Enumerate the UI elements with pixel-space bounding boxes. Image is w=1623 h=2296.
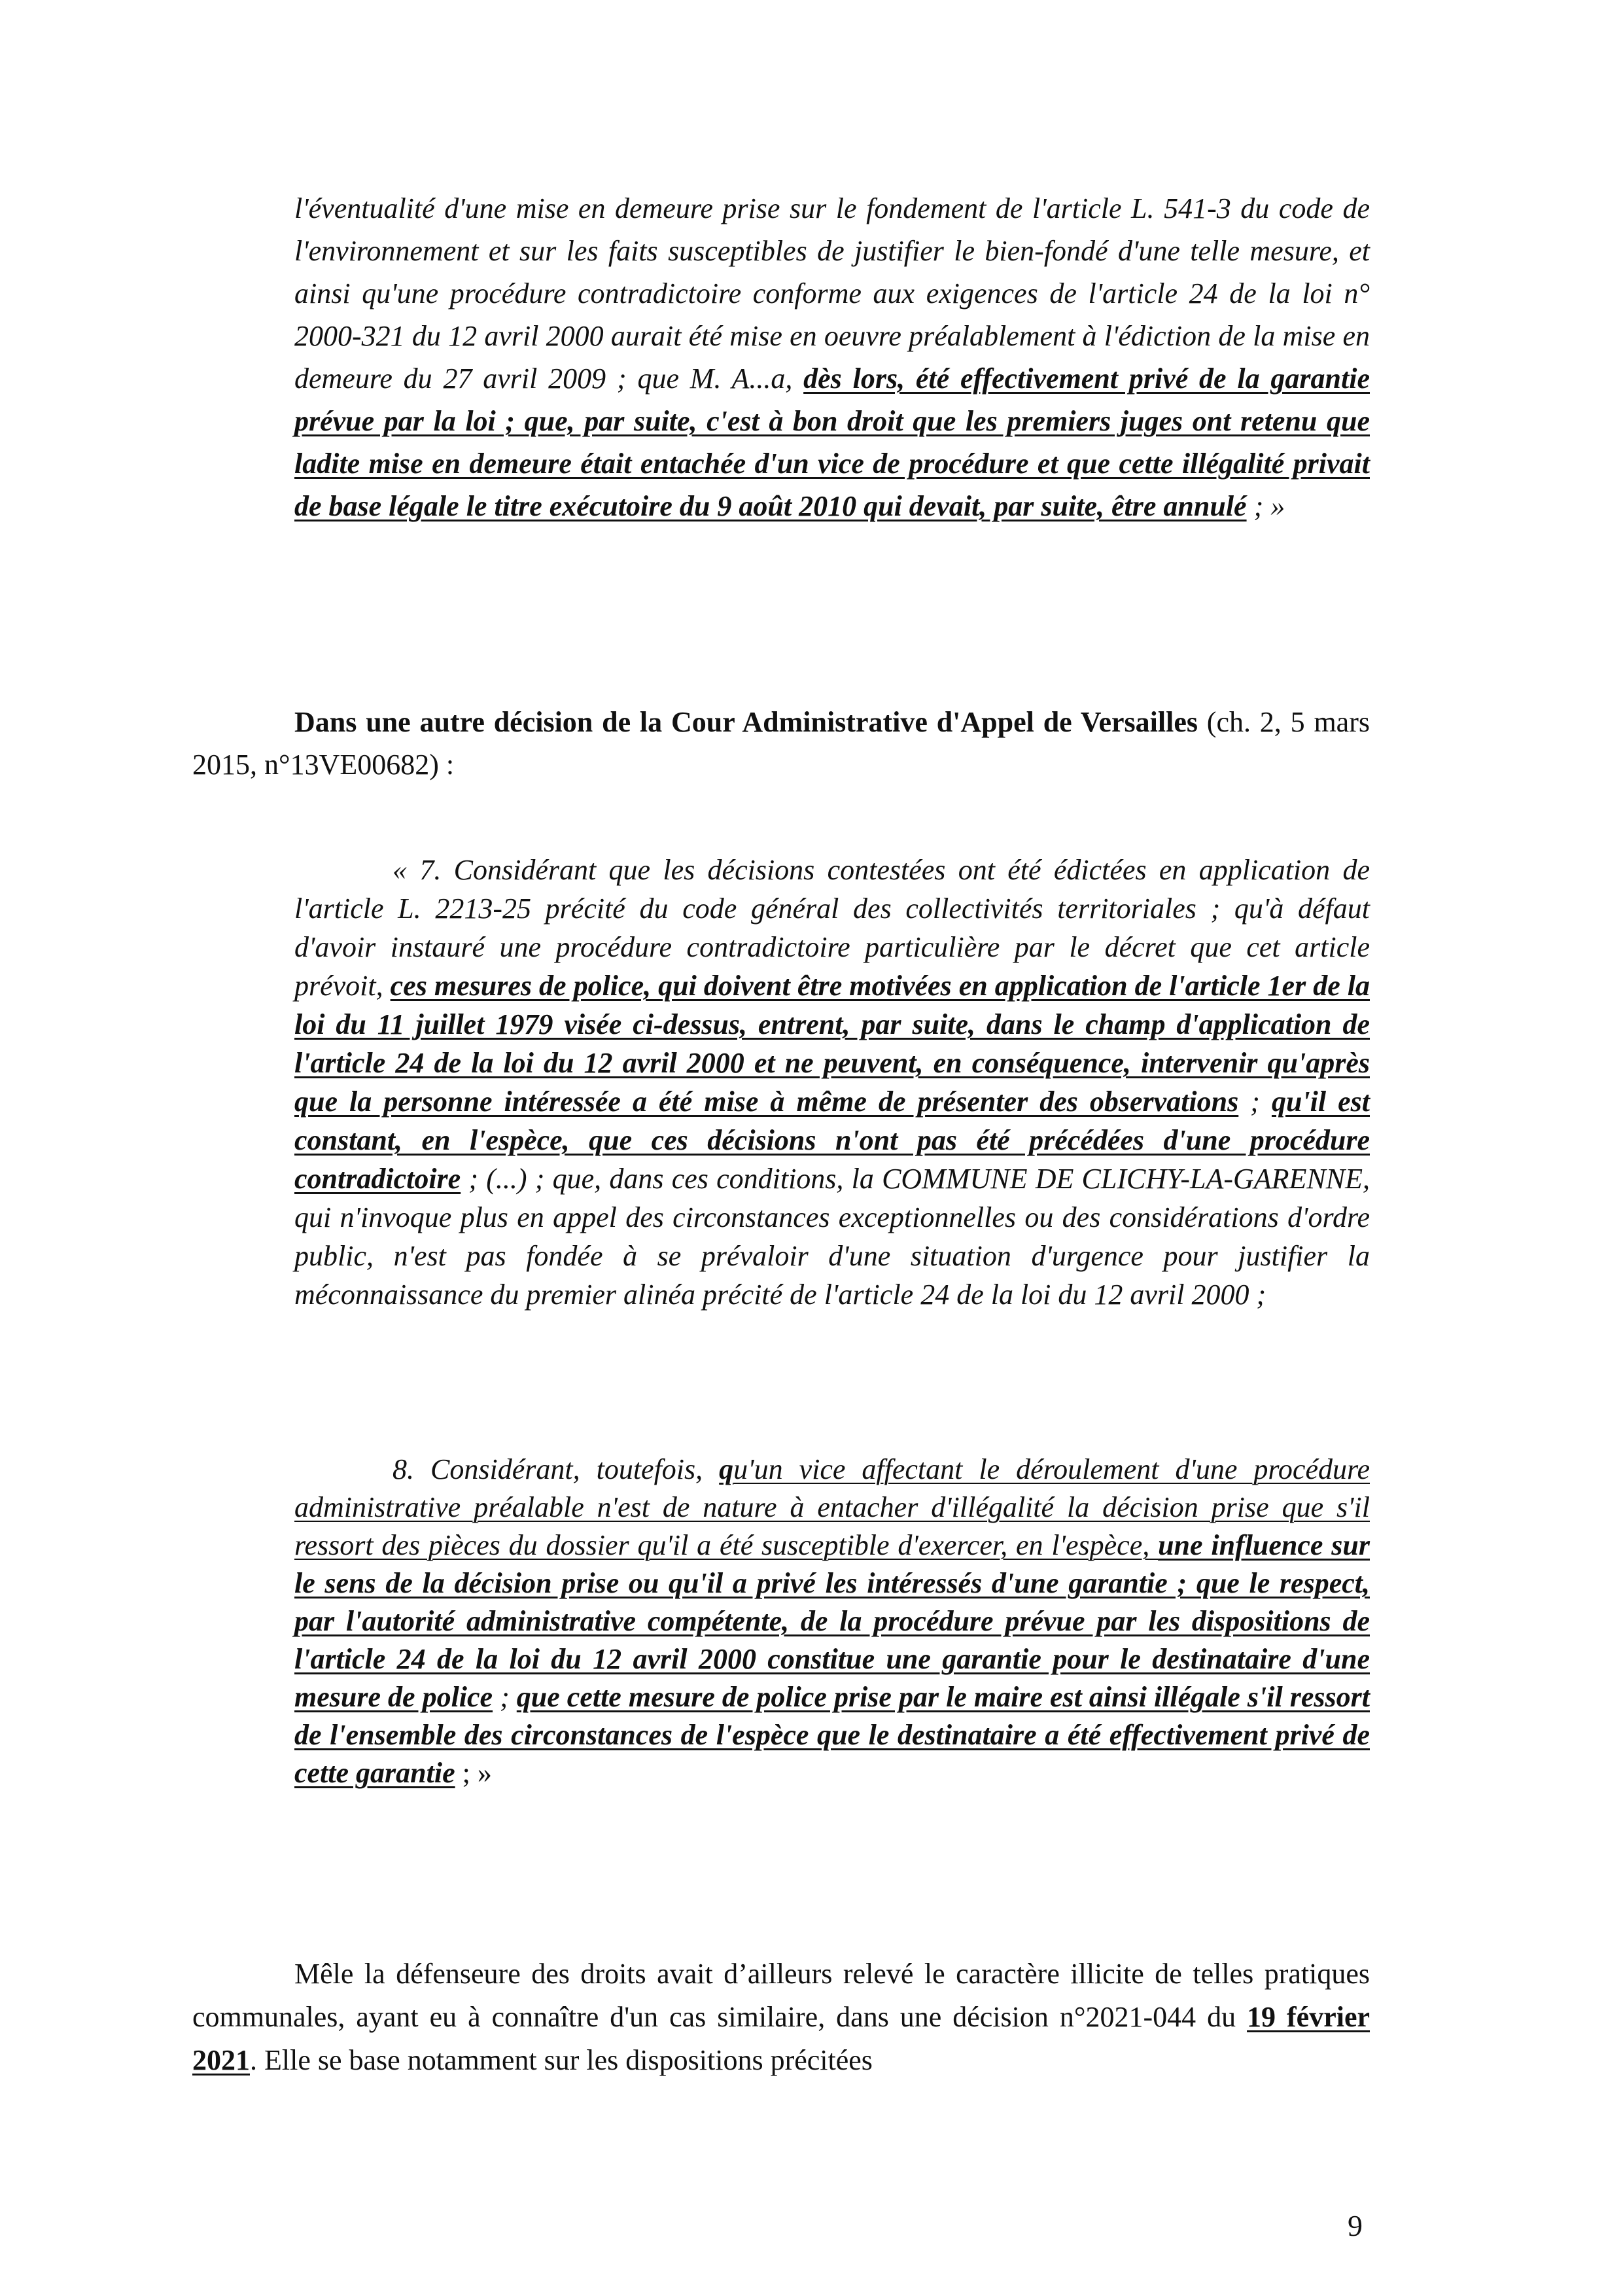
quote-considerant-7 — [294, 851, 1370, 1314]
quote-considerant-8 — [294, 1451, 1370, 1792]
quote3-bold-letter: q — [719, 1453, 734, 1485]
quote2-sep: ; — [1238, 1086, 1272, 1118]
quote3-underlined: u'un vice affectant le déroulement d'une procédure administrative préalable n'est de nature à entacher d'illégalité la décision prise que s'il ressort des pièces du dossier qu'il a été susceptible d'exercer, en l'espèce, — [294, 1453, 1370, 1561]
para4-rest: . Elle se base notamment sur les dispositions précitées — [250, 2044, 873, 2076]
quote3-emphasis-2: que cette mesure de police prise par le maire est ainsi illégale s'il ressort de l'ensemble des circonstances de l'espèce que le destinataire a été effectivement privé de cette garantie — [294, 1681, 1370, 1789]
intro-reference: (ch. 2, 5 mars 2015, n°13VE00682) : — [192, 706, 1370, 781]
quote2-text: « 7. Considérant que les décisions contestées ont été édictées en application de l'article L. 2213-25 précité du code général des collectivités territoriales ; qu'à défaut d'avoir instauré une procédure contradictoire particulière par le décret que cet article prévoit, — [294, 854, 1370, 1002]
para4-text: Mêle la défenseure des droits avait d’ailleurs relevé le caractère illicite de telles pratiques communales, ayant eu à connaître d'un cas similaire, dans une décision n°2021-044 du — [192, 1958, 1370, 2033]
quote3-text: 8. Considérant, toutefois, — [393, 1453, 720, 1485]
quote3-emphasis-1: une influence sur le sens de la décision prise ou qu'il a privé les intéressés d'une garantie ; que le respect, par l'autorité administrative compétente, de la procédure prévue par les dispositions de l'article 24 de la loi du 12 avril 2000 constitue une garantie pour le destinataire d'une mesure de police — [294, 1529, 1370, 1713]
quote1-emphasis: dès lors, été effectivement privé de la garantie prévue par la loi ; que, par suite, c'est à bon droit que les premiers juges ont retenu que ladite mise en demeure était entachée d'un vice de procédure et que cette illégalité privait de base légale le titre exécutoire du 9 août 2010 qui devait, par suite, être annulé — [294, 362, 1370, 522]
intro-bold: Dans une autre décision de la Cour Administrative d'Appel de Versailles — [294, 706, 1198, 738]
quote2-emphasis-1: ces mesures de police, qui doivent être motivées en application de l'article 1er de la loi du 11 juillet 1979 visée ci-dessus, entrent, par suite, dans le champ d'application de l'article 24 de la loi du 12 avril 2000 et ne peuvent, en conséquence, intervenir qu'après que la personne intéressée a été mise à même de présenter des observations — [294, 970, 1370, 1118]
quote3-sep: ; — [493, 1681, 517, 1713]
quote2-emphasis-2: qu'il est constant, en l'espèce, que ces décisions n'ont pas été précédées d'une procédure contradictoire — [294, 1086, 1370, 1195]
quote1-end: ; » — [1246, 490, 1285, 522]
page-number: 9 — [1348, 2209, 1363, 2242]
intro-versailles-decision — [192, 701, 1370, 786]
quote3-end: ; » — [455, 1757, 492, 1789]
quote-cour-appel-1 — [294, 187, 1370, 527]
quote1-text: l'éventualité d'une mise en demeure prise sur le fondement de l'article L. 541-3 du code de l'environnement et sur les faits susceptibles de justifier le bien-fondé d'une telle mesure, et ainsi qu'une procédure contradictoire conforme aux exigences de l'article 24 de la loi n° 2000-321 du 12 avril 2000 aurait été mise en oeuvre préalablement à l'édiction de la mise en demeure du 27 avril 2009 ; que M. A...a, — [294, 192, 1370, 395]
quote2-rest: ; (...) ; que, dans ces conditions, la COMMUNE DE CLICHY-LA-GARENNE, qui n'invoque plus en appel des circonstances exceptionnelles ou des considérations d'ordre public, n'est pas fondée à se prévaloir d'une situation d'urgence pour justifier la méconnaissance du premier alinéa précité de l'article 24 de la loi du 12 avril 2000 ; — [294, 1163, 1370, 1311]
paragraph-defenseure-droits — [192, 1952, 1370, 2082]
para4-date: 19 février 2021 — [192, 2001, 1370, 2076]
